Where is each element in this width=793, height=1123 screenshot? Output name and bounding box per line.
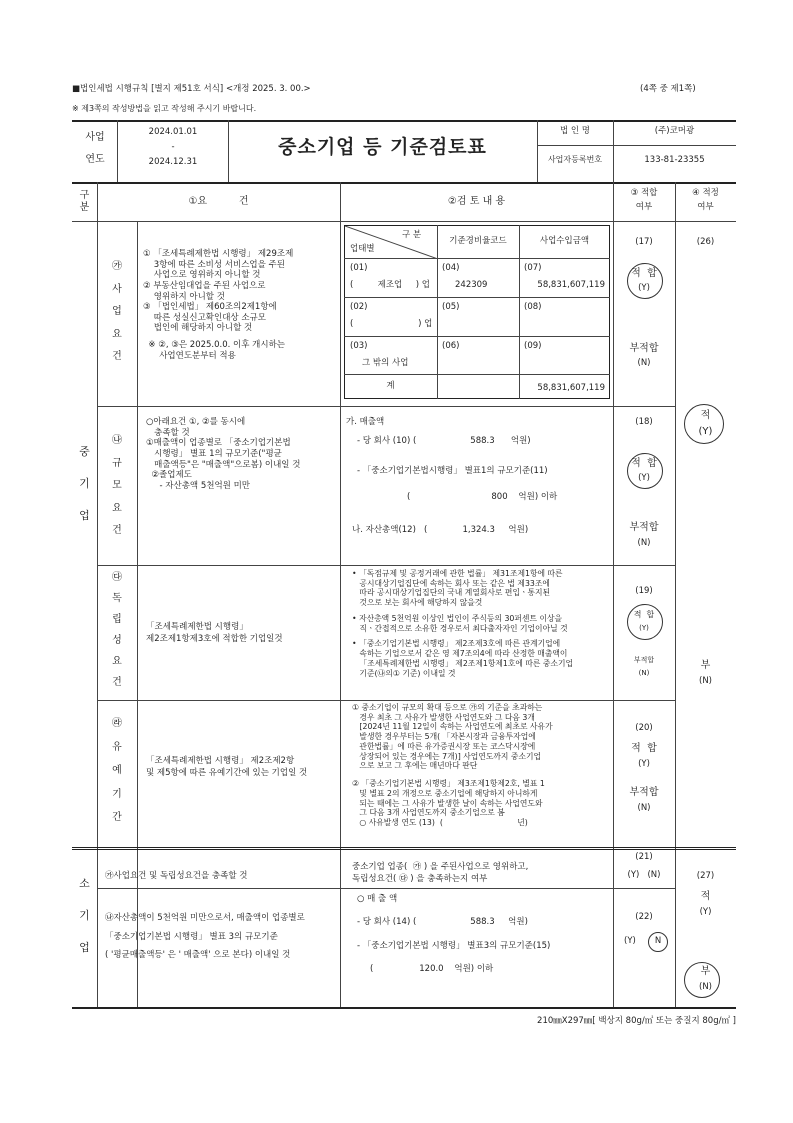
reg-no-label: 사업자등록번호	[547, 155, 603, 164]
paper-spec: 210㎜X297㎜[ 백상지 80g/㎡ 또는 중질지 80g/㎡ ]	[537, 1016, 736, 1026]
corp-name-label: 법 인 명	[559, 126, 591, 136]
scale-requirements: ○아래요건 ①, ②를 동시에 충족할 것 ①매출액이 업종별로 「중소기업기본법 시행령」 별표 1의 규모기준("평균 매출액등"은 "매출액"으로봄) 이내일 것 ②졸업제도 - 자산총액 5천억원 미만	[146, 417, 301, 491]
small-review-1: 중소기업 업종( ㉮ ) 을 주된사업으로 영위하고,	[352, 862, 529, 872]
fit-no: (20)	[635, 723, 653, 733]
fit-no-label: 부적합	[629, 343, 659, 354]
independence-requirement: 「조세특례제한법 시행령」	[146, 622, 248, 632]
row-no: (02)	[350, 302, 368, 312]
review-standard: - 「중소기업기본법시행령」 별표1의 규모기준(11)	[357, 466, 548, 476]
col-line	[675, 182, 676, 1007]
period-label: 연도	[85, 154, 105, 165]
row-no: (09)	[524, 341, 542, 351]
total-label: 계	[386, 381, 395, 391]
small-requirement-2: ㉯자산총액이 5천억원 미만으로서, 매출액이 업종별로 「중소기업기본법 시행령」 별표 3의 규모기준 ( '평균매출액등' 은 ' 매출액' 으로 본다) 이내일 것	[105, 913, 305, 961]
table-header-amount: 사업수입금액	[539, 236, 590, 246]
reg-no: 133-81-23355	[644, 155, 705, 165]
expense-code: 242309	[455, 280, 488, 290]
col4-n: (N)	[699, 676, 712, 686]
scale-label: ㉯ 규 모 요 건	[112, 435, 122, 536]
review-company-sales: - 당 회사 (10) ( 588.3 억원)	[357, 436, 531, 446]
period-label: 사업	[85, 132, 105, 143]
instruction-note: ※ 제3쪽의 작성방법을 읽고 작성해 주시기 바랍니다.	[72, 104, 257, 113]
row-line	[97, 565, 675, 566]
fit-yes: 적 합	[631, 743, 657, 754]
revenue-amount: 58,831,607,119	[537, 280, 605, 290]
col4-y: (Y)	[699, 907, 712, 917]
inner-line	[344, 258, 610, 259]
fit-no-label: 부적합	[629, 787, 659, 798]
fit-yes: 적 합	[633, 610, 655, 619]
col4-no: (26)	[696, 237, 715, 247]
period-end: 2024.12.31	[148, 157, 198, 167]
table-bottom	[72, 1007, 736, 1009]
total-amount: 58,831,607,119	[537, 383, 605, 393]
review-asset: 나. 자산총액(12) ( 1,324.3 억원)	[352, 525, 529, 535]
business-type-table	[344, 225, 610, 399]
fit-y: (Y)	[638, 759, 650, 769]
business-requirements: ① 「조세특례제한법 시행령」 제29조제 3항에 따른 소비성 서비스업을 주된 사업으로 영위하지 아니할 것 ② 부동산임대업을 주된 사업으로 영위하지 아니할 것 ③ 「법인세법」 제60조의2제1항에 따른 성실신고확인대상 소규모 법인에 해당하지 아니할 것 ※ ②, ③은 2025.0.0. 이후 개시하는 사업연도분부터 적용	[143, 249, 294, 361]
row-no: (05)	[442, 302, 460, 312]
inner-line	[344, 374, 610, 375]
table-header-code: 기준경비율코드	[449, 236, 507, 246]
col-line	[137, 221, 138, 1007]
row-no: (07)	[524, 263, 542, 273]
small-requirement-1: ㉮사업요건 및 독립성요건을 충족할 것	[105, 871, 248, 881]
col4-no-label: 부	[700, 966, 711, 977]
grace-review: ① 중소기업이 규모의 확대 등으로 ㉮의 기준을 초과하는 경우 최초 그 사유가 발생한 사업연도와 그 다음 3개 [2024년 11월 12일이 속하는 사업연도에 최초로 사유가 발생한 경우부터는 5개( 「자본시장과 금융투자업에 관한법률」에 따른 유가증권시장 또는 코스닥시장에 상장되어 있는 경우에는 7개)] 사업연도까지 중소기업 으로 보고 그 후에는 매년마다 판단 ② 「중소기업기본법 시행령」 제3조제1항제2호, 별표 1 및 별표 2의 개정으로 중소기업에 해당하지 아니하게 되는 때에는 그 사유가 발생한 날이 속하는 사업연도와 그 다음 3개 사업연도까지 중소기업으로 봄 ○ 사유발생 연도 (13) ( 년)	[352, 703, 553, 828]
top-border	[72, 120, 736, 122]
fit-no: (21)	[635, 852, 653, 862]
inner-line	[519, 225, 520, 399]
col4-no-label: 부	[700, 660, 711, 671]
top-box-bottom	[72, 182, 736, 184]
business-label: ㉮ 사 업 요 건	[112, 261, 122, 362]
period-dash: -	[171, 142, 175, 152]
inner-line	[344, 297, 610, 298]
col4-no: (27)	[696, 871, 715, 881]
review-standard: - 「중소기업기본법 시행령」 별표3의 규모기준(15)	[357, 941, 551, 951]
business-type-name: 그 밖의 사업	[362, 358, 409, 368]
fit-no-label: 부적합	[629, 522, 659, 533]
row-line	[97, 700, 675, 701]
grace-label: ㉱ 유 예 기 간	[112, 718, 122, 823]
row-line	[97, 888, 675, 889]
independence-label: ㉰ 독 립 성 요 건	[112, 572, 122, 688]
fit-y: (Y)	[639, 624, 649, 632]
table-header-type: 업태별	[350, 244, 375, 254]
fit-yes: 적 합	[631, 268, 657, 279]
fit-no-label: 부적합	[633, 656, 655, 664]
fit-y: (Y)	[638, 283, 650, 293]
fit-yes: 적 합	[631, 458, 657, 469]
side-label-jungsogiup: 중 기 업	[79, 445, 90, 522]
corp-name: (주)코머광	[654, 126, 695, 136]
fit-no: (17)	[635, 237, 653, 247]
fit-y: (Y)	[624, 936, 636, 946]
fit-no: (22)	[635, 912, 653, 922]
review-sales-title: ○ 매 출 액	[357, 894, 398, 904]
form-reference: ■법인세법 시행규칙 [별지 제51호 서식] <개정 2025. 3. 00.>	[72, 84, 311, 94]
page-title: 중소기업 등 기준검토표	[278, 136, 487, 158]
inner-line	[437, 225, 438, 399]
col4-yes: 적	[700, 891, 711, 902]
row-line	[97, 406, 675, 407]
col-line	[340, 182, 341, 1007]
side-label-sogiup: 소 기 업	[79, 877, 90, 954]
fit-n: N	[654, 936, 662, 946]
col-gubun: 구 분	[79, 190, 90, 213]
col4-n: (N)	[699, 982, 712, 992]
col-fit: ③ 적합 여부	[630, 188, 658, 212]
fit-y: (Y)	[638, 473, 650, 483]
row-no: (01)	[350, 263, 368, 273]
col4-yes: 적	[700, 410, 711, 421]
fit-yn: (Y) (N)	[627, 870, 661, 880]
grace-requirement: 「조세특례제한법 시행령」 제2조제2항	[146, 756, 295, 766]
page-count: (4쪽 중 제1쪽)	[640, 84, 696, 94]
review-standard-value: ( 120.0 억원) 이하	[370, 964, 494, 974]
fit-no: (18)	[635, 417, 653, 427]
fit-n: (N)	[637, 358, 651, 368]
period-start: 2024.01.01	[148, 127, 198, 137]
row-no: (04)	[442, 263, 460, 273]
section-line	[72, 847, 736, 850]
grace-requirement: 및 제5항에 따른 유예기간에 있는 기업일 것	[146, 768, 308, 778]
fit-n: (N)	[638, 669, 650, 677]
divider	[537, 145, 736, 146]
business-type-name: ( 제조업 ) 업	[350, 280, 431, 290]
col4-y: (Y)	[698, 426, 713, 437]
col-fit2: ④ 적정 여부	[692, 188, 719, 212]
fit-no: (19)	[635, 586, 653, 596]
col-review: ②검 토 내 용	[447, 196, 506, 207]
review-standard-value: ( 800 억원) 이하	[407, 492, 558, 502]
row-no: (03)	[350, 341, 368, 351]
row-no: (08)	[524, 302, 542, 312]
row-no: (06)	[442, 341, 460, 351]
inner-line	[344, 336, 610, 337]
header-bottom	[72, 221, 736, 222]
fit-n: (N)	[637, 538, 651, 548]
col-requirement: ①요 건	[188, 196, 249, 207]
business-type-name: ( ) 업	[350, 319, 433, 329]
independence-requirement: 제2조제1항제3호에 적합한 기업일것	[146, 634, 283, 644]
fit-n: (N)	[637, 803, 651, 813]
independence-review: • 「독점규제 및 공정거래에 관한 법률」 제31조제1항에 따른 공시대상기업집단에 속하는 회사 또는 같은 법 제33조에 따라 공시대상기업집단의 국내 계열회사로 편입ㆍ통지된 것으로 보는 회사에 해당하지 않을것 • 자산총액 5천억원 이상인 법인이 주식등의 30퍼센트 이상을 직ㆍ간접적으로 소유한 경우로서 최다출자자인 기업이아닐 것 • 「중소기업기본법 시행령」 제2조제3호에 따른 관계기업에 속하는 기업으로서 같은 영 제7조의4에 따라 산정한 매출액이 「조세특례제한법 시행령」 제2조제1항제1호에 따른 중소기업 기준(㉯의① 기준) 이내일 것	[352, 569, 574, 678]
review-sales-title: 가. 매출액	[346, 417, 385, 427]
table-header-gubun: 구 분	[402, 230, 422, 240]
small-review-2: 독립성요건( ㉰ ) 을 충족하는지 여부	[352, 874, 488, 884]
review-company-sales: - 당 회사 (14) ( 588.3 억원)	[357, 917, 528, 927]
